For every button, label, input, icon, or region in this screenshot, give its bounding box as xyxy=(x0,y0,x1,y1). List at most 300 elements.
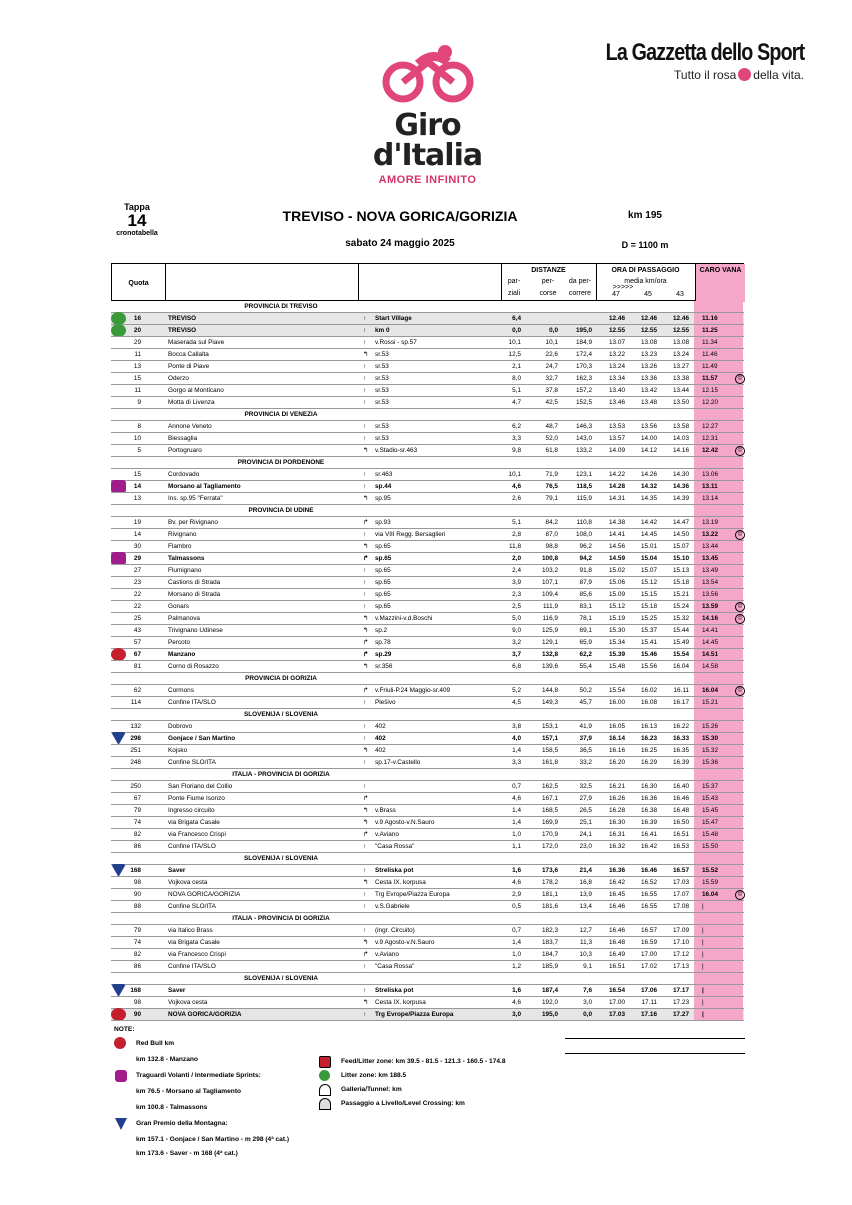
parziali-cell: 1,4 xyxy=(512,819,521,826)
direction-icon: ↰ xyxy=(363,807,369,814)
quota-cell: 22 xyxy=(133,591,141,598)
time-45-cell: 15.41 xyxy=(641,639,657,646)
road-cell: v.Friuli-P.24 Maggio-sr.409 xyxy=(375,687,451,694)
carovana-time: 15.43 xyxy=(702,795,718,802)
quota-cell: 14 xyxy=(133,483,141,490)
time-45-cell: 13.42 xyxy=(641,387,657,394)
header-speed-45: 45 xyxy=(644,291,652,298)
road-cell: Cesta IX. korpusa xyxy=(375,999,426,1006)
da-percorrere-cell: 115,9 xyxy=(576,495,592,502)
quota-cell: 25 xyxy=(133,615,141,622)
quota-cell: 29 xyxy=(133,555,141,562)
percorse-cell: 107,1 xyxy=(542,579,558,586)
percorse-cell: 22,6 xyxy=(545,351,558,358)
time-47-cell: 16.21 xyxy=(609,783,625,790)
percorse-cell: 153,1 xyxy=(542,723,558,730)
percorse-cell: 173,6 xyxy=(542,867,558,874)
time-47-cell: 15.34 xyxy=(609,639,625,646)
percorse-cell: 139,6 xyxy=(542,663,558,670)
notes-title: NOTE: xyxy=(114,1026,135,1033)
quota-cell: 16 xyxy=(133,315,141,322)
table-row xyxy=(111,733,744,745)
road-cell: Streliska pot xyxy=(375,867,414,874)
parziali-cell: 0,0 xyxy=(512,327,521,334)
carovana-time: | xyxy=(702,999,704,1006)
parziali-cell: 4,7 xyxy=(512,399,521,406)
percorse-cell: 32,7 xyxy=(545,375,558,382)
direction-icon: ↑ xyxy=(363,783,367,790)
location-cell: via Italico Brass xyxy=(168,927,213,934)
quota-cell: 20 xyxy=(133,327,141,334)
time-43-cell: 13.44 xyxy=(673,387,689,394)
time-45-cell: 16.13 xyxy=(641,723,657,730)
time-43-cell: 15.54 xyxy=(673,651,689,658)
time-43-cell: 16.11 xyxy=(673,687,689,694)
header-percorse-1: per- xyxy=(541,278,555,285)
province-name: PROVINCIA DI PORDENONE xyxy=(237,459,325,466)
table-row xyxy=(111,721,744,733)
time-43-cell: 12.55 xyxy=(673,327,689,334)
location-cell: Trivignano Udinese xyxy=(168,627,223,634)
carovana-time: 13.59 xyxy=(702,603,718,610)
table-header xyxy=(111,263,744,301)
direction-icon: ↑ xyxy=(363,903,367,910)
time-47-cell: 13.46 xyxy=(609,399,625,406)
time-43-cell: 16.46 xyxy=(673,795,689,802)
time-43-cell: 14.16 xyxy=(673,447,689,454)
direction-icon: ↰ xyxy=(363,999,369,1006)
location-cell: Ponte Fiume Isonzo xyxy=(168,795,225,802)
direction-icon: ↑ xyxy=(363,891,367,898)
direction-icon: ↰ xyxy=(363,747,369,754)
quota-cell: 27 xyxy=(133,567,141,574)
quota-cell: 298 xyxy=(130,735,141,742)
location-cell: Gonjace / San Martino xyxy=(168,735,236,742)
quota-cell: 74 xyxy=(133,819,141,826)
time-47-cell: 15.48 xyxy=(609,663,625,670)
time-43-cell: 16.39 xyxy=(673,759,689,766)
da-percorrere-cell: 157,2 xyxy=(576,387,592,394)
da-percorrere-cell: 0,0 xyxy=(583,1011,592,1018)
road-cell: Trg Evrope/Piazza Europa xyxy=(375,1011,454,1018)
giro-logo-title: Giro d'Italia xyxy=(372,108,483,173)
direction-icon: ↑ xyxy=(363,759,367,766)
da-percorrere-cell: 32,5 xyxy=(579,783,592,790)
time-43-cell: 13.38 xyxy=(673,375,689,382)
percorse-cell: 111,9 xyxy=(542,603,558,610)
time-45-cell: 15.07 xyxy=(641,567,657,574)
time-47-cell: 13.22 xyxy=(609,351,625,358)
time-43-cell: 17.23 xyxy=(673,999,689,1006)
time-45-cell: 14.35 xyxy=(641,495,657,502)
time-45-cell: 14.32 xyxy=(641,483,657,490)
time-45-cell: 16.23 xyxy=(641,735,657,742)
road-cell: 402 xyxy=(375,747,386,754)
carovana-time: | xyxy=(702,939,704,946)
direction-icon: ↑ xyxy=(363,315,367,322)
quota-cell: 132 xyxy=(130,723,141,730)
road-cell: 402 xyxy=(375,723,386,730)
caravan-sign-icon: © xyxy=(735,530,745,540)
quota-cell: 82 xyxy=(133,831,141,838)
percorse-cell: 187,4 xyxy=(542,987,558,994)
da-percorrere-cell: 69,1 xyxy=(579,627,592,634)
province-header xyxy=(111,913,744,925)
timetable xyxy=(111,263,744,1021)
time-45-cell: 16.52 xyxy=(641,879,657,886)
direction-icon: ↑ xyxy=(363,483,367,490)
direction-icon: ↑ xyxy=(363,327,367,334)
sprint-icon xyxy=(115,1070,127,1082)
time-45-cell: 15.25 xyxy=(641,615,657,622)
time-47-cell: 13.57 xyxy=(609,435,625,442)
road-cell: sr.356 xyxy=(375,663,393,670)
time-45-cell: 17.00 xyxy=(641,951,657,958)
location-cell: Motta di Livenza xyxy=(168,399,215,406)
time-45-cell: 15.12 xyxy=(641,579,657,586)
time-47-cell: 16.46 xyxy=(609,903,625,910)
percorse-cell: 178,2 xyxy=(542,879,558,886)
header-carovana: CARO VANA xyxy=(695,264,745,302)
quota-cell: 114 xyxy=(130,699,141,706)
parziali-cell: 2,5 xyxy=(512,603,521,610)
da-percorrere-cell: 13,9 xyxy=(579,891,592,898)
province-header xyxy=(111,769,744,781)
percorse-cell: 61,8 xyxy=(545,447,558,454)
da-percorrere-cell: 25,1 xyxy=(579,819,592,826)
header-speed-47: 47 xyxy=(612,291,620,298)
parziali-cell: 4,6 xyxy=(512,795,521,802)
time-43-cell: 17.08 xyxy=(673,903,689,910)
caravan-sign-icon: © xyxy=(735,890,745,900)
road-cell: Trg Evrope/Piazza Europa xyxy=(375,891,450,898)
percorse-cell: 48,7 xyxy=(545,423,558,430)
time-45-cell: 16.42 xyxy=(641,843,657,850)
time-45-cell: 15.15 xyxy=(641,591,657,598)
table-row xyxy=(111,313,744,325)
time-43-cell: 17.12 xyxy=(673,951,689,958)
table-row xyxy=(111,685,744,697)
road-cell: sp.65 xyxy=(375,555,392,562)
header-distanze: DISTANZE xyxy=(531,267,566,274)
location-cell: Manzano xyxy=(168,651,196,658)
table-row xyxy=(111,577,744,589)
quota-cell: 90 xyxy=(133,891,141,898)
time-43-cell: 16.17 xyxy=(673,699,689,706)
quota-cell: 79 xyxy=(133,927,141,934)
province-name: PROVINCIA DI TREVISO xyxy=(244,303,318,310)
stage-date: sabato 24 maggio 2025 xyxy=(345,238,455,249)
percorse-cell: 76,5 xyxy=(545,483,558,490)
time-47-cell: 16.16 xyxy=(609,747,625,754)
header-ora-passaggio: ORA DI PASSAGGIO xyxy=(611,267,680,274)
time-45-cell: 16.59 xyxy=(641,939,657,946)
carovana-time: | xyxy=(702,951,704,958)
location-cell: Morsano al Tagliamento xyxy=(168,483,241,490)
direction-icon: ↑ xyxy=(363,423,367,430)
direction-icon: ↑ xyxy=(363,579,367,586)
quota-cell: 74 xyxy=(133,939,141,946)
time-45-cell: 15.04 xyxy=(641,555,657,562)
time-45-cell: 15.01 xyxy=(641,543,657,550)
stage-number: 14 xyxy=(127,211,147,230)
time-47-cell: 13.07 xyxy=(609,339,625,346)
da-percorrere-cell: 96,2 xyxy=(579,543,592,550)
parziali-cell: 2,8 xyxy=(512,531,521,538)
parziali-cell: 2,0 xyxy=(512,555,521,562)
location-cell: Ingresso circuito xyxy=(168,807,215,814)
quota-cell: 57 xyxy=(133,639,141,646)
location-cell: Biessaglia xyxy=(168,435,198,442)
time-47-cell: 14.56 xyxy=(609,543,625,550)
parziali-cell: 1,4 xyxy=(512,807,521,814)
percorse-cell: 162,5 xyxy=(542,783,558,790)
table-row xyxy=(111,397,744,409)
percorse-cell: 157,1 xyxy=(542,735,558,742)
da-percorrere-cell: 94,2 xyxy=(579,555,592,562)
da-percorrere-cell: 146,3 xyxy=(576,423,592,430)
time-45-cell: 14.45 xyxy=(641,531,657,538)
direction-icon: ↑ xyxy=(363,735,367,742)
da-percorrere-cell: 36,5 xyxy=(579,747,592,754)
location-cell: Dobrovo xyxy=(168,723,193,730)
parziali-cell: 4,6 xyxy=(512,879,521,886)
quota-cell: 248 xyxy=(130,759,141,766)
percorse-cell: 184,7 xyxy=(542,951,558,958)
da-percorrere-cell: 143,0 xyxy=(576,435,592,442)
time-43-cell: 15.21 xyxy=(673,591,689,598)
time-43-cell: 17.10 xyxy=(673,939,689,946)
direction-icon: ↰ xyxy=(363,351,369,358)
time-45-cell: 13.23 xyxy=(641,351,657,358)
time-43-cell: 12.46 xyxy=(673,315,689,322)
da-percorrere-cell: 37,9 xyxy=(579,735,592,742)
da-percorrere-cell: 87,9 xyxy=(579,579,592,586)
parziali-cell: 3,2 xyxy=(512,639,521,646)
location-cell: Confine SLO/ITA xyxy=(168,759,216,766)
direction-icon: ↑ xyxy=(363,927,367,934)
location-cell: via Francesco Crispi xyxy=(168,951,226,958)
da-percorrere-cell: 108,0 xyxy=(576,531,592,538)
quota-cell: 98 xyxy=(133,879,141,886)
location-cell: Portogruaro xyxy=(168,447,202,454)
table-body xyxy=(111,301,744,1021)
time-45-cell: 13.08 xyxy=(641,339,657,346)
time-45-cell: 16.55 xyxy=(641,891,657,898)
da-percorrere-cell: 110,8 xyxy=(576,519,592,526)
percorse-cell: 195,0 xyxy=(542,1011,558,1018)
road-cell: sp.95 xyxy=(375,495,391,502)
parziali-cell: 1,0 xyxy=(512,831,521,838)
note-litter: Litter zone: km 188.5 xyxy=(341,1072,407,1079)
time-47-cell: 15.02 xyxy=(609,567,625,574)
road-cell: sr.53 xyxy=(375,435,389,442)
tunnel-icon xyxy=(319,1084,331,1096)
time-43-cell: 15.49 xyxy=(673,639,689,646)
time-47-cell: 12.55 xyxy=(609,327,625,334)
percorse-cell: 161,8 xyxy=(542,759,558,766)
percorse-cell: 10,1 xyxy=(545,339,558,346)
time-43-cell: 14.36 xyxy=(673,483,689,490)
carovana-time: 15.37 xyxy=(702,783,718,790)
quota-cell: 29 xyxy=(133,339,141,346)
header-parziali-1: par- xyxy=(507,278,521,285)
caravan-sign-icon: © xyxy=(735,614,745,624)
parziali-cell: 1,0 xyxy=(512,951,521,958)
time-47-cell: 15.30 xyxy=(609,627,625,634)
da-percorrere-cell: 12,7 xyxy=(579,927,592,934)
province-header xyxy=(111,409,744,421)
table-row xyxy=(111,553,744,565)
da-percorrere-cell: 33,2 xyxy=(579,759,592,766)
time-45-cell: 16.02 xyxy=(641,687,657,694)
table-row xyxy=(111,421,744,433)
time-47-cell: 14.59 xyxy=(609,555,625,562)
da-percorrere-cell: 3,0 xyxy=(583,999,592,1006)
road-cell: v.9 Agosto-v.N.Sauro xyxy=(375,819,435,826)
location-cell: Confine ITA/SLO xyxy=(168,699,216,706)
da-percorrere-cell: 85,6 xyxy=(579,591,592,598)
carovana-time: 13.14 xyxy=(702,495,718,502)
quota-cell: 251 xyxy=(130,747,141,754)
time-43-cell: 13.24 xyxy=(673,351,689,358)
table-row xyxy=(111,565,744,577)
percorse-cell: 192,0 xyxy=(542,999,558,1006)
da-percorrere-cell: 9,1 xyxy=(583,963,592,970)
road-cell: Start Village xyxy=(375,315,412,322)
time-45-cell: 14.12 xyxy=(641,447,657,454)
divider-rule xyxy=(565,1038,745,1039)
road-cell: Cesta IX. korpusa xyxy=(375,879,426,886)
carovana-time: 16.04 xyxy=(702,687,718,694)
direction-icon: ↰ xyxy=(363,447,369,454)
time-45-cell: 12.55 xyxy=(641,327,657,334)
carovana-time: 15.52 xyxy=(702,867,718,874)
quota-cell: 43 xyxy=(133,627,141,634)
parziali-cell: 3,8 xyxy=(512,723,521,730)
road-cell: v.9 Agosto-v.N.Sauro xyxy=(375,939,435,946)
time-47-cell: 13.24 xyxy=(609,363,625,370)
da-percorrere-cell: 24,1 xyxy=(579,831,592,838)
parziali-cell: 9,8 xyxy=(512,447,521,454)
stage-label: Tappa xyxy=(124,202,150,212)
note-redbull: Red Bull km xyxy=(136,1040,175,1047)
caravan-sign-icon: © xyxy=(735,602,745,612)
time-43-cell: 16.51 xyxy=(673,831,689,838)
da-percorrere-cell: 23,0 xyxy=(579,843,592,850)
road-cell: sp.78 xyxy=(375,639,391,646)
province-name: PROVINCIA DI GORIZIA xyxy=(245,675,317,682)
time-47-cell: 17.00 xyxy=(609,999,625,1006)
stage-box xyxy=(108,202,166,237)
carovana-time: 15.47 xyxy=(702,819,718,826)
quota-cell: 168 xyxy=(130,987,141,994)
parziali-cell: 3,3 xyxy=(512,759,521,766)
direction-icon: ↑ xyxy=(363,567,367,574)
percorse-cell: 167,1 xyxy=(542,795,558,802)
table-row xyxy=(111,469,744,481)
time-45-cell: 16.38 xyxy=(641,807,657,814)
direction-icon: ↱ xyxy=(363,951,369,958)
direction-icon: ↱ xyxy=(363,651,369,658)
direction-icon: ↑ xyxy=(363,867,367,874)
table-row xyxy=(111,529,744,541)
time-47-cell: 13.40 xyxy=(609,387,625,394)
parziali-cell: 1,1 xyxy=(512,843,521,850)
da-percorrere-cell: 62,2 xyxy=(579,651,592,658)
header-da-percorrere-1: da per- xyxy=(568,278,592,285)
time-43-cell: 17.09 xyxy=(673,927,689,934)
da-percorrere-cell: 172,4 xyxy=(576,351,592,358)
parziali-cell: 4,6 xyxy=(512,483,521,490)
time-43-cell: 14.39 xyxy=(673,495,689,502)
carovana-time: 11.57 xyxy=(702,375,718,382)
carovana-time: 15.26 xyxy=(702,723,718,730)
carovana-time: 15.59 xyxy=(702,879,718,886)
da-percorrere-cell: 91,8 xyxy=(579,567,592,574)
carovana-time: 14.45 xyxy=(702,639,718,646)
carovana-time: 11.16 xyxy=(702,315,718,322)
percorse-cell: 42,5 xyxy=(545,399,558,406)
province-name: SLOVENIJA / SLOVENIA xyxy=(244,975,318,982)
road-cell: km 0 xyxy=(375,327,390,334)
stage-route: TREVISO - NOVA GORICA/GORIZIA xyxy=(282,208,518,224)
time-47-cell: 16.32 xyxy=(609,843,625,850)
table-row xyxy=(111,757,744,769)
parziali-cell: 5,0 xyxy=(512,615,521,622)
giro-logo-subtitle: AMORE INFINITO xyxy=(378,174,477,186)
road-cell: 402 xyxy=(375,735,386,742)
table-row xyxy=(111,625,744,637)
direction-icon: ↑ xyxy=(363,987,367,994)
percorse-cell: 185,9 xyxy=(542,963,558,970)
quota-cell: 62 xyxy=(133,687,141,694)
quota-cell: 88 xyxy=(133,903,141,910)
table-row xyxy=(111,829,744,841)
time-43-cell: 16.35 xyxy=(673,747,689,754)
parziali-cell: 5,2 xyxy=(512,687,521,694)
time-45-cell: 13.26 xyxy=(641,363,657,370)
road-cell: sr.53 xyxy=(375,423,389,430)
direction-icon: ↱ xyxy=(363,639,369,646)
location-cell: Kojsko xyxy=(168,747,188,754)
time-43-cell: 14.03 xyxy=(673,435,689,442)
gazzetta-slogan xyxy=(562,68,804,82)
time-47-cell: 16.26 xyxy=(609,795,625,802)
direction-icon: ↰ xyxy=(363,879,369,886)
percorse-cell: 183,7 xyxy=(542,939,558,946)
time-43-cell: 13.27 xyxy=(673,363,689,370)
da-percorrere-cell: 133,2 xyxy=(576,447,592,454)
location-cell: Cormons xyxy=(168,687,194,694)
carovana-time: | xyxy=(702,927,704,934)
table-row xyxy=(111,805,744,817)
parziali-cell: 4,5 xyxy=(512,699,521,706)
location-cell: TREVISO xyxy=(168,315,197,322)
parziali-cell: 4,6 xyxy=(512,999,521,1006)
location-cell: Castions di Strada xyxy=(168,579,221,586)
direction-icon: ↑ xyxy=(363,603,367,610)
table-row xyxy=(111,349,744,361)
time-47-cell: 17.03 xyxy=(609,1011,625,1018)
percorse-cell: 129,1 xyxy=(542,639,558,646)
province-name: PROVINCIA DI VENEZIA xyxy=(244,411,318,418)
quota-cell: 9 xyxy=(137,399,141,406)
province-header xyxy=(111,709,744,721)
da-percorrere-cell: 83,1 xyxy=(579,603,592,610)
header-percorse-2: corse xyxy=(539,290,557,297)
direction-icon: ↰ xyxy=(363,495,369,502)
